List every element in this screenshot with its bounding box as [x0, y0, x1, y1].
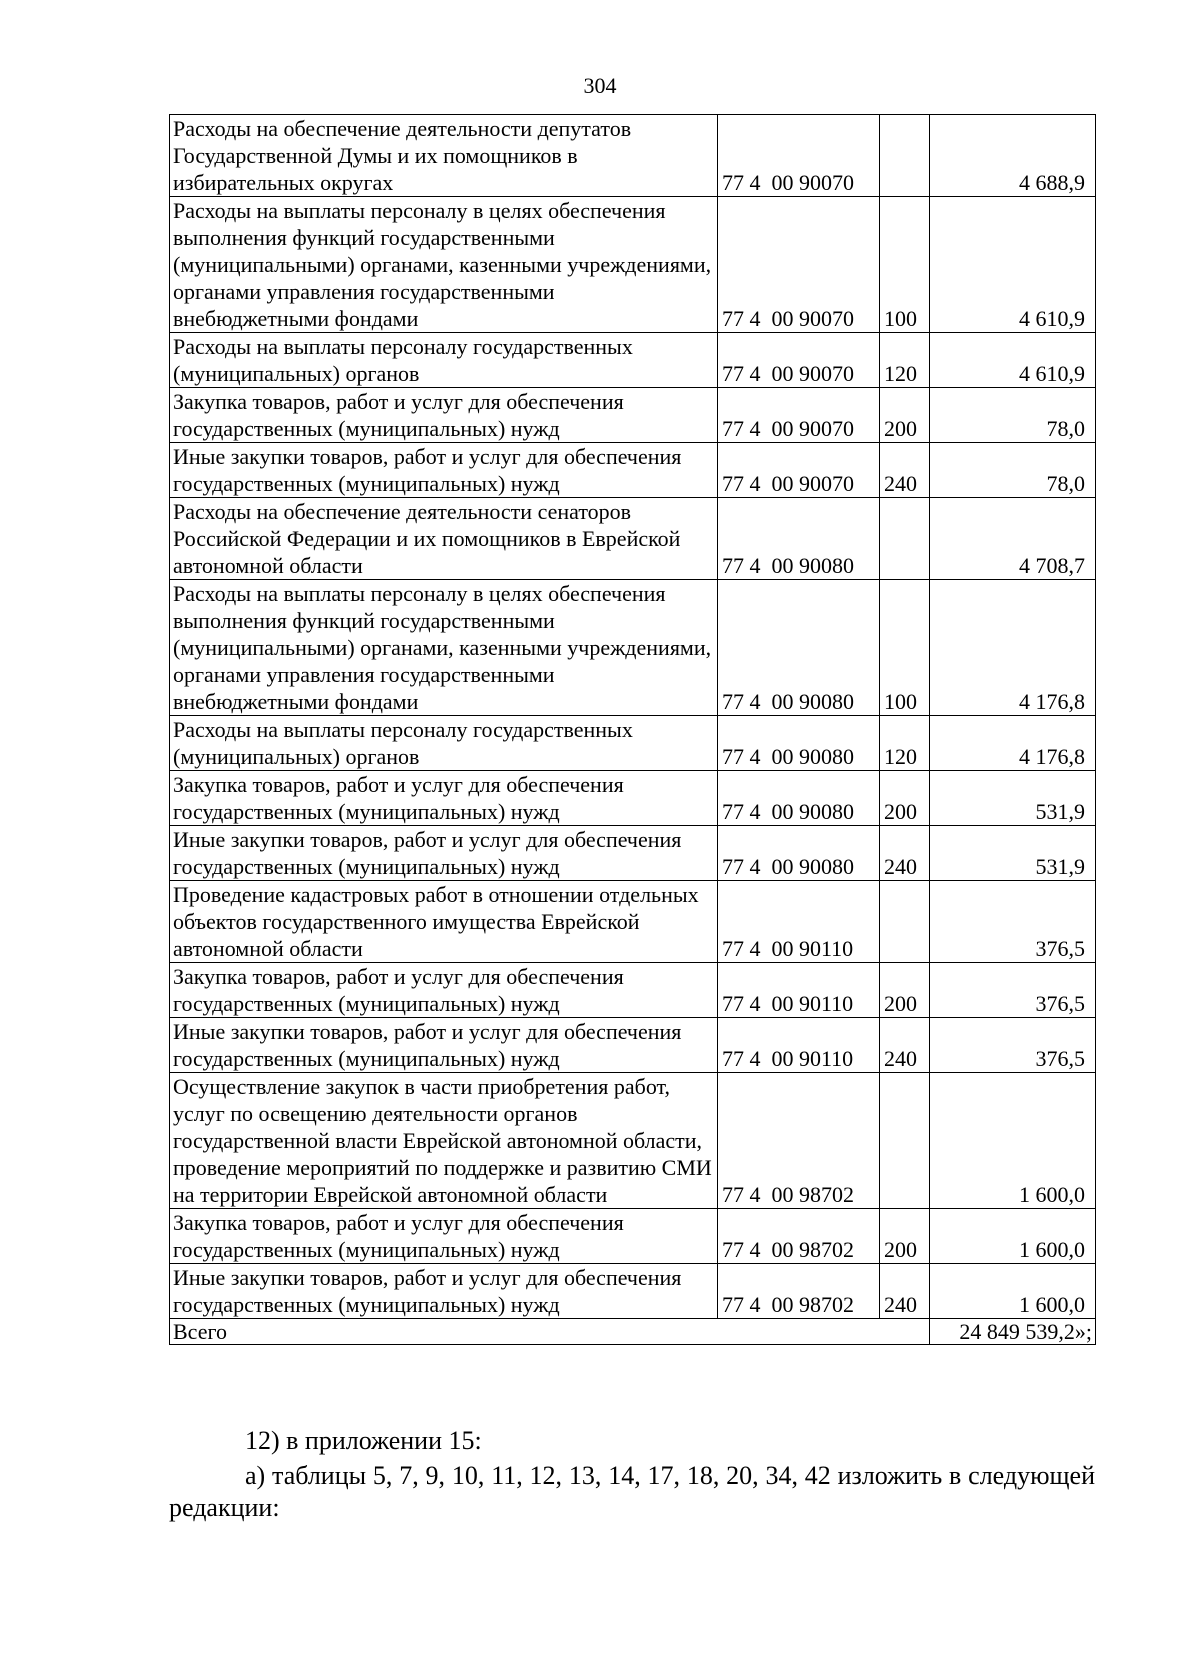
table-row — [170, 498, 1096, 580]
row-amount: 78,0 — [930, 443, 1096, 498]
row-description: Закупка товаров, работ и услуг для обеспечения государственных (муниципальных) нужд — [170, 388, 718, 443]
row-code: 77 4 00 98702 — [718, 1073, 880, 1209]
row-expense-type: 240 — [880, 1018, 930, 1073]
budget-table-body — [170, 115, 1096, 1345]
table-row — [170, 443, 1096, 498]
row-code: 77 4 00 90070 — [718, 333, 880, 388]
row-description: Расходы на обеспечение деятельности депутатов Государственной Думы и их помощников в избирательных округах — [170, 115, 718, 197]
row-amount: 1 600,0 — [930, 1264, 1096, 1319]
row-expense-type — [880, 115, 930, 197]
amendment-item: 12) в приложении 15: — [245, 1426, 482, 1455]
row-description: Расходы на выплаты персоналу в целях обеспечения выполнения функций государственными (муниципальными) органами, казенными учреждениями, органами управления государственными внебюджетными фондами — [170, 197, 718, 333]
row-description: Расходы на выплаты персоналу в целях обеспечения выполнения функций государственными (муниципальными) органами, казенными учреждениями, органами управления государственными внебюджетными фондами — [170, 580, 718, 716]
table-row — [170, 333, 1096, 388]
total-amount: 24 849 539,2»; — [930, 1319, 1096, 1345]
table-row — [170, 580, 1096, 716]
row-description: Закупка товаров, работ и услуг для обеспечения государственных (муниципальных) нужд — [170, 771, 718, 826]
table-row — [170, 826, 1096, 881]
row-expense-type: 200 — [880, 388, 930, 443]
row-description: Расходы на обеспечение деятельности сенаторов Российской Федерации и их помощников в Еврейской автономной области — [170, 498, 718, 580]
row-code: 77 4 00 90080 — [718, 826, 880, 881]
row-expense-type: 120 — [880, 333, 930, 388]
row-expense-type: 200 — [880, 1209, 930, 1264]
table-row — [170, 716, 1096, 771]
page-number: 304 — [583, 73, 617, 98]
row-amount: 531,9 — [930, 771, 1096, 826]
row-amount: 4 176,8 — [930, 716, 1096, 771]
row-expense-type: 100 — [880, 197, 930, 333]
table-row — [170, 963, 1096, 1018]
row-code: 77 4 00 90110 — [718, 1018, 880, 1073]
row-amount: 376,5 — [930, 1018, 1096, 1073]
row-code: 77 4 00 98702 — [718, 1209, 880, 1264]
table-row — [170, 771, 1096, 826]
table-row — [170, 1209, 1096, 1264]
row-code: 77 4 00 90070 — [718, 197, 880, 333]
table-row — [170, 197, 1096, 333]
row-expense-type — [880, 1073, 930, 1209]
row-code: 77 4 00 90110 — [718, 881, 880, 963]
row-amount: 4 176,8 — [930, 580, 1096, 716]
row-code: 77 4 00 90080 — [718, 498, 880, 580]
amendment-subitem: а) таблицы 5, 7, 9, 10, 11, 12, 13, 14, 17, 18, 20, 34, 42 изложить в следующей редакции: — [169, 1461, 1095, 1522]
row-description: Иные закупки товаров, работ и услуг для обеспечения государственных (муниципальных) нужд — [170, 443, 718, 498]
row-code: 77 4 00 90070 — [718, 443, 880, 498]
table-row — [170, 1073, 1096, 1209]
row-amount: 376,5 — [930, 963, 1096, 1018]
row-amount: 1 600,0 — [930, 1209, 1096, 1264]
table-row — [170, 1264, 1096, 1319]
table-row — [170, 881, 1096, 963]
row-amount: 1 600,0 — [930, 1073, 1096, 1209]
row-amount: 4 708,7 — [930, 498, 1096, 580]
row-expense-type: 240 — [880, 826, 930, 881]
row-code: 77 4 00 90080 — [718, 580, 880, 716]
row-code: 77 4 00 90070 — [718, 115, 880, 197]
row-code: 77 4 00 90110 — [718, 963, 880, 1018]
table-row — [170, 388, 1096, 443]
row-expense-type: 100 — [880, 580, 930, 716]
row-expense-type: 240 — [880, 1264, 930, 1319]
row-expense-type: 240 — [880, 443, 930, 498]
row-description: Закупка товаров, работ и услуг для обеспечения государственных (муниципальных) нужд — [170, 963, 718, 1018]
row-amount: 376,5 — [930, 881, 1096, 963]
row-description: Расходы на выплаты персоналу государственных (муниципальных) органов — [170, 716, 718, 771]
row-code: 77 4 00 90080 — [718, 716, 880, 771]
row-description: Иные закупки товаров, работ и услуг для обеспечения государственных (муниципальных) нужд — [170, 826, 718, 881]
row-expense-type: 200 — [880, 963, 930, 1018]
row-code: 77 4 00 90080 — [718, 771, 880, 826]
row-code: 77 4 00 98702 — [718, 1264, 880, 1319]
row-amount: 4 688,9 — [930, 115, 1096, 197]
row-description: Закупка товаров, работ и услуг для обеспечения государственных (муниципальных) нужд — [170, 1209, 718, 1264]
row-description: Иные закупки товаров, работ и услуг для обеспечения государственных (муниципальных) нужд — [170, 1018, 718, 1073]
row-expense-type: 120 — [880, 716, 930, 771]
row-description: Иные закупки товаров, работ и услуг для обеспечения государственных (муниципальных) нужд — [170, 1264, 718, 1319]
table-row — [170, 115, 1096, 197]
budget-table — [169, 114, 1096, 1345]
row-amount: 531,9 — [930, 826, 1096, 881]
row-amount: 4 610,9 — [930, 333, 1096, 388]
row-expense-type: 200 — [880, 771, 930, 826]
row-description: Расходы на выплаты персоналу государственных (муниципальных) органов — [170, 333, 718, 388]
row-description: Осуществление закупок в части приобретения работ, услуг по освещению деятельности органов государственной власти Еврейской автономной области, проведение мероприятий по поддержке и развитию СМИ на территории Еврейской автономной области — [170, 1073, 718, 1209]
row-description: Проведение кадастровых работ в отношении отдельных объектов государственного имущества Еврейской автономной области — [170, 881, 718, 963]
row-expense-type — [880, 498, 930, 580]
table-row — [170, 1018, 1096, 1073]
row-expense-type — [880, 881, 930, 963]
row-amount: 78,0 — [930, 388, 1096, 443]
row-amount: 4 610,9 — [930, 197, 1096, 333]
total-label: Всего — [170, 1319, 930, 1345]
table-total-row — [170, 1319, 1096, 1345]
row-code: 77 4 00 90070 — [718, 388, 880, 443]
